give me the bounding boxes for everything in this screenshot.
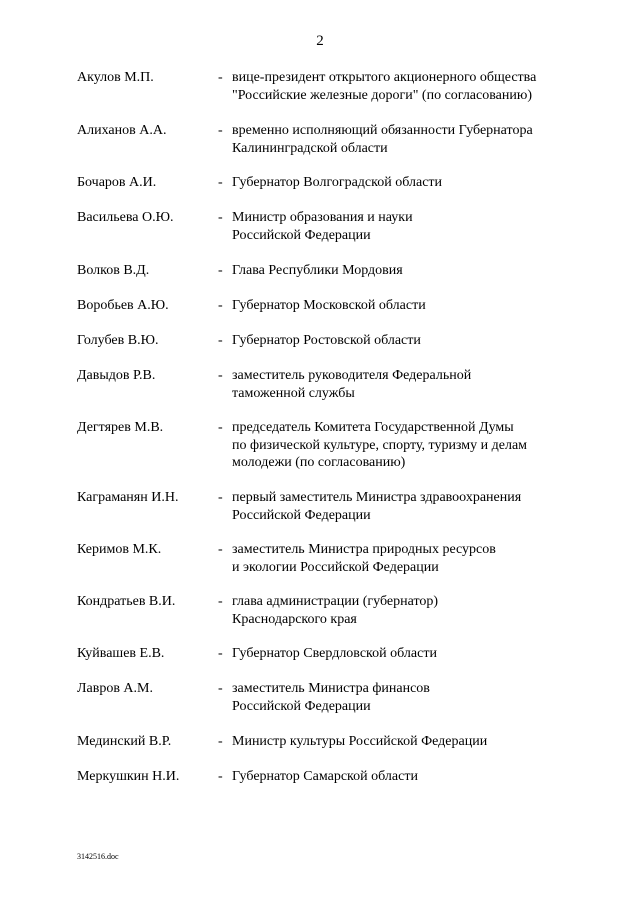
- position-title: [232, 209, 572, 244]
- separator-dash: -: [218, 681, 223, 696]
- position-title: [232, 174, 572, 192]
- separator-dash: -: [218, 542, 223, 557]
- person-name: Дегтярев М.В.: [77, 420, 164, 435]
- person-name: Керимов М.К.: [77, 542, 162, 557]
- position-line: заместитель руководителя Федеральной: [232, 368, 472, 383]
- person-name: Волков В.Д.: [77, 263, 150, 278]
- position-title: [232, 262, 572, 280]
- position-title: [232, 489, 572, 524]
- person-name: Давыдов Р.В.: [77, 368, 156, 383]
- person-name: Воробьев А.Ю.: [77, 298, 169, 313]
- position-line: Губернатор Свердловской области: [232, 646, 437, 661]
- person-name: Мединский В.Р.: [77, 734, 172, 749]
- separator-dash: -: [218, 123, 223, 138]
- separator-dash: -: [218, 333, 223, 348]
- position-line: таможенной службы: [232, 385, 355, 401]
- separator-dash: -: [218, 210, 223, 225]
- position-line: Министр культуры Российской Федерации: [232, 734, 488, 749]
- separator-dash: -: [218, 175, 223, 190]
- separator-dash: -: [218, 734, 223, 749]
- separator-dash: -: [218, 263, 223, 278]
- position-line: глава администрации (губернатор): [232, 594, 439, 609]
- position-line: Губернатор Волгоградской области: [232, 175, 443, 190]
- position-title: [232, 541, 572, 576]
- position-line: Российской Федерации: [232, 698, 371, 714]
- position-title: [232, 332, 572, 350]
- separator-dash: -: [218, 368, 223, 383]
- position-line: по физической культуре, спорту, туризму и делам: [232, 437, 528, 453]
- separator-dash: -: [218, 70, 223, 85]
- position-line: Российской Федерации: [232, 227, 371, 243]
- separator-dash: -: [218, 490, 223, 505]
- document-code: 3142516.doc: [77, 852, 119, 861]
- page-number: 2: [316, 33, 324, 49]
- person-name: Куйвашев Е.В.: [77, 646, 165, 661]
- position-title: [232, 367, 572, 402]
- position-line: Губернатор Самарской области: [232, 769, 418, 784]
- separator-dash: -: [218, 420, 223, 435]
- person-name: Меркушкин Н.И.: [77, 769, 180, 784]
- person-name: Акулов М.П.: [77, 70, 154, 85]
- position-line: Губернатор Ростовской области: [232, 333, 421, 348]
- person-name: Алиханов А.А.: [77, 123, 167, 138]
- position-title: [232, 645, 572, 663]
- position-line: вице-президент открытого акционерного общества: [232, 70, 537, 85]
- position-line: Глава Республики Мордовия: [232, 263, 403, 278]
- person-name: Кондратьев В.И.: [77, 594, 176, 609]
- position-line: и экологии Российской Федерации: [232, 559, 439, 575]
- position-line: Краснодарского края: [232, 611, 357, 627]
- position-title: [232, 297, 572, 315]
- position-line: Российской Федерации: [232, 507, 371, 523]
- position-title: [232, 680, 572, 715]
- position-line: Губернатор Московской области: [232, 298, 426, 313]
- separator-dash: -: [218, 769, 223, 784]
- position-line: Министр образования и науки: [232, 210, 413, 225]
- position-line: председатель Комитета Государственной Думы: [232, 420, 514, 435]
- position-line: "Российские железные дороги" (по согласованию): [232, 87, 532, 103]
- person-name: Васильева О.Ю.: [77, 210, 174, 225]
- separator-dash: -: [218, 646, 223, 661]
- separator-dash: -: [218, 594, 223, 609]
- position-line: заместитель Министра природных ресурсов: [232, 542, 496, 557]
- person-name: Каграманян И.Н.: [77, 490, 179, 505]
- position-title: [232, 768, 572, 786]
- person-name: Голубев В.Ю.: [77, 333, 159, 348]
- position-title: [232, 69, 572, 104]
- position-title: [232, 593, 572, 628]
- person-name: Лавров А.М.: [77, 681, 153, 696]
- position-line: Калининградской области: [232, 140, 388, 156]
- position-line: временно исполняющий обязанности Губернатора: [232, 123, 533, 138]
- person-name: Бочаров А.И.: [77, 175, 157, 190]
- position-title: [232, 733, 572, 751]
- position-title: [232, 122, 572, 157]
- position-line: первый заместитель Министра здравоохранения: [232, 490, 522, 505]
- position-line: молодежи (по согласованию): [232, 455, 406, 470]
- position-title: [232, 419, 572, 472]
- separator-dash: -: [218, 298, 223, 313]
- position-line: заместитель Министра финансов: [232, 681, 430, 696]
